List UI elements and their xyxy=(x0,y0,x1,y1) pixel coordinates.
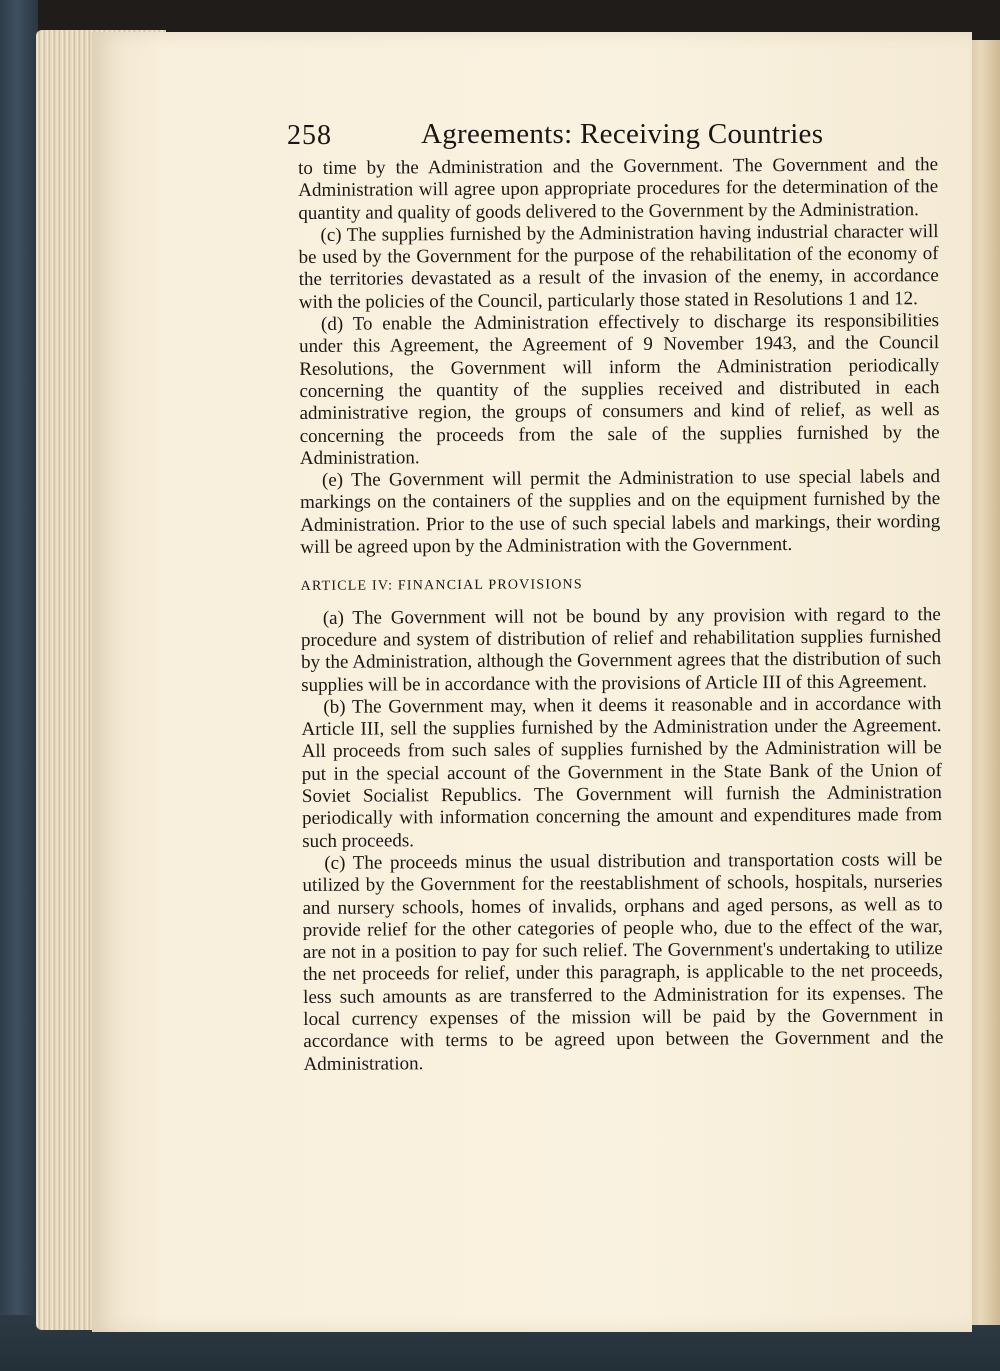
paragraph-c-proceeds: (c) The proceeds minus the usual distribution and transportation costs will be utilized by the Government for the reestablishment of schools, hospitals, nurseries and nursery schools, homes of invalids, orphans and aged persons, as well as to provide relief for the other categories of people who, due to the effect of the war, are not in a position to pay for such relief. The Government's undertaking to utilize the net proceeds for relief, under this paragraph, is applicable to the net proceeds, less such amounts as are transferred to the Administration for its expenses. The local currency expenses of the mission will be paid by the Government in accordance with terms to be agreed upon between the Government and the Administration. xyxy=(302,848,944,1075)
running-title: Agreements: Receiving Countries xyxy=(421,118,824,150)
paragraph-b-sales: (b) The Government may, when it deems it reasonable and in accordance with Article III, sell the supplies furnished by the Administration under the Agreement. All proceeds from such sales of supplies furnished by the Administration will be put in the special account of the Government in the State Bank of the Union of Soviet Socialist Republics. The Government will furnish the Administration periodically with information concerning the amount and expenditures made from such proceeds. xyxy=(301,692,943,852)
paragraph-continuation: to time by the Administration and the Government. The Government and the Administration will agree upon appropriate procedures for the determination of the quantity and quality of goods delivered to the Government by the Administration. xyxy=(298,154,939,224)
paragraph-a-distribution: (a) The Government will not be bound by any provision with regard to the procedure and system of distribution of relief and rehabilitation supplies furnished by the Administration, although the Government agrees that the distribution of such supplies will be in accordance with the provisions of Article III of this Agreement. xyxy=(300,603,942,696)
paragraph-e-labels: (e) The Government will permit the Administration to use special labels and markings on the containers of the supplies and on the equipment furnished by the Administration. Prior to the use of such special labels and markings, their wording will be agreed upon by the Administration with the Government. xyxy=(300,466,941,559)
page-body-text xyxy=(298,154,944,1076)
page-header xyxy=(287,118,947,158)
section-heading-article-iv: ARTICLE IV: FINANCIAL PROVISIONS xyxy=(300,577,583,595)
paragraph-d-reporting: (d) To enable the Administration effectively to discharge its responsibilities under this Agreement, the Agreement of 9 November 1943, and the Council Resolutions, the Government will inform the Administration periodically concerning the quantity of the supplies received and distributed in each administrative region, the groups of consumers and kind of relief, as well as concerning the proceeds from the sale of the supplies furnished by the Administration. xyxy=(299,310,940,469)
book-cover-edge xyxy=(0,0,38,1371)
facing-page-edge xyxy=(968,40,1000,1325)
page-number: 258 xyxy=(287,120,332,151)
paragraph-c-industrial-supplies: (c) The supplies furnished by the Administration having industrial character will be used by the Government for the purpose of the rehabilitation of the economy of the territories devastated as a result of the invasion of the enemy, in accordance with the policies of the Council, particularly those stated in Resolutions 1 and 12. xyxy=(298,220,939,313)
